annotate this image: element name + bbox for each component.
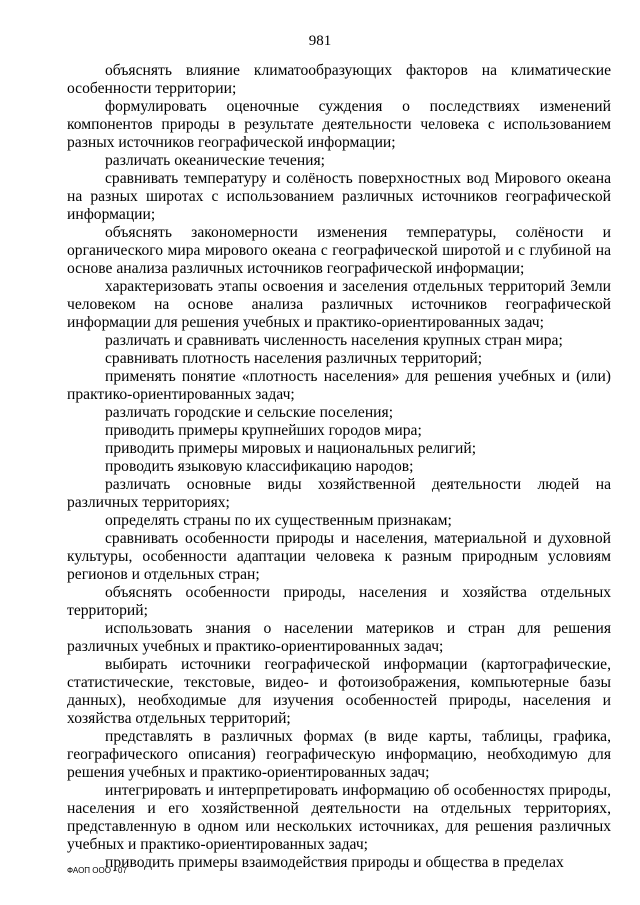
paragraph: приводить примеры крупнейших городов мира; [105,422,422,439]
paragraph: использовать знания о населении материков и стран для решения различных учебных и практико-ориентированных задач; [67,620,611,655]
paragraph: применять понятие «плотность населения» для решения учебных и (или) практико-ориентированных задач; [67,368,611,403]
page-number: 981 [308,33,332,49]
paragraph: сравнивать особенности природы и населения, материальной и духовной культуры, особенности адаптации человека к разным природным условиям регионов и отдельных стран; [67,530,611,583]
paragraph: сравнивать температуру и солёность поверхностных вод Мирового океана на разных широтах с использованием различных источников географической информации; [67,170,611,223]
paragraph: характеризовать этапы освоения и заселения отдельных территорий Земли человеком на основе анализа различных источников географической информации для решения учебных и практико-ориентированных задач; [67,278,611,331]
paragraph: сравнивать плотность населения различных территорий; [105,350,483,367]
document-footer: ФАОП ООО - 07 [67,866,127,875]
paragraph: различать основные виды хозяйственной деятельности людей на различных территориях; [67,476,611,511]
document-body [67,62,611,872]
paragraph: приводить примеры мировых и национальных религий; [105,440,477,457]
paragraph: объяснять влияние климатообразующих факторов на климатические особенности территории; [67,62,611,97]
paragraph: объяснять особенности природы, населения и хозяйства отдельных территорий; [67,584,611,619]
paragraph: различать и сравнивать численность населения крупных стран мира; [105,332,563,349]
paragraph: проводить языковую классификацию народов; [105,458,414,475]
paragraph: определять страны по их существенным признакам; [105,512,452,529]
paragraph: объяснять закономерности изменения температуры, солёности и органического мира мирового океана с географической широтой и с глубиной на основе анализа различных источников географической информации; [67,224,611,277]
paragraph: различать океанические течения; [105,152,326,169]
paragraph: различать городские и сельские поселения; [105,404,394,421]
paragraph: представлять в различных формах (в виде карты, таблицы, графика, географического описания) географическую информацию, необходимую для решения учебных и практико-ориентированных задач; [67,728,611,781]
paragraph: приводить примеры взаимодействия природы и общества в пределах [105,854,564,871]
paragraph: интегрировать и интерпретировать информацию об особенностях природы, населения и его хозяйственной деятельности на отдельных территориях, представленную в одном или нескольких источниках, для решения различных учебных и практико-ориентированных задач; [67,782,611,853]
paragraph: выбирать источники географической информации (картографические, статистические, текстовые, видео- и фотоизображения, компьютерные базы данных), необходимые для изучения особенностей природы, населения и хозяйства отдельных территорий; [67,656,611,727]
paragraph: формулировать оценочные суждения о последствиях изменений компонентов природы в результате деятельности человека с использованием разных источников географической информации; [67,98,611,151]
